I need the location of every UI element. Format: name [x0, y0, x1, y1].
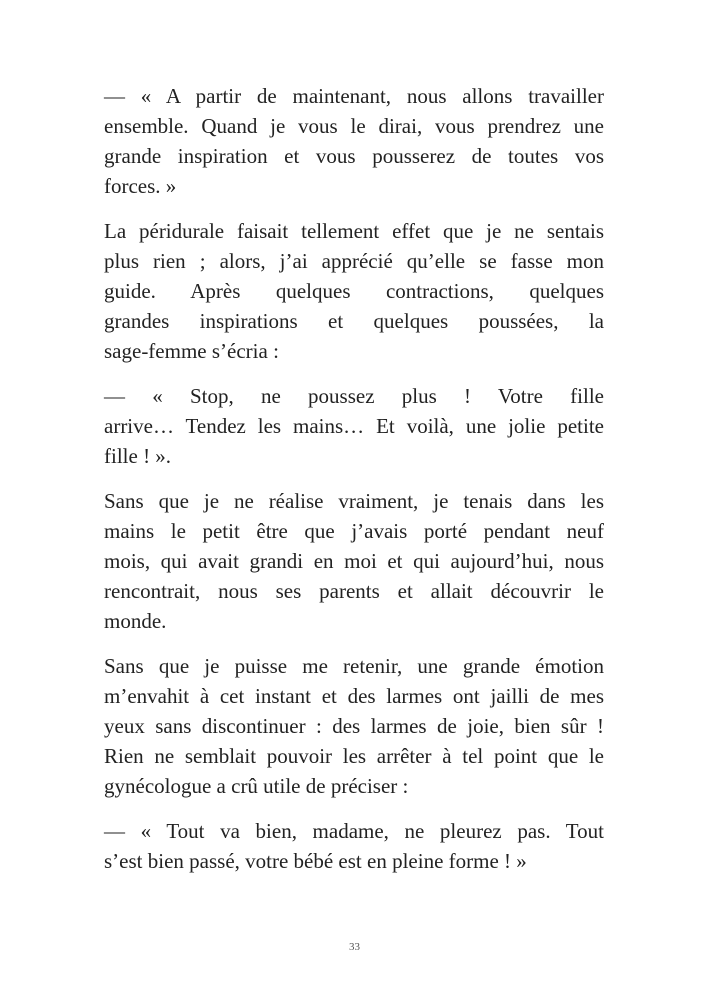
text-line: forces. »	[104, 174, 177, 198]
text-line: Sans que je puisse me retenir, une grande émotion	[104, 654, 604, 678]
text-line: arrive… Tendez les mains… Et voilà, une jolie petite	[104, 414, 604, 438]
text-line: grandes inspirations et quelques poussées, la	[104, 309, 604, 333]
text-line: gynécologue a crû utile de préciser :	[104, 774, 409, 798]
text-line: mains le petit être que j’avais porté pendant neuf	[104, 519, 604, 543]
text-line: — « Stop, ne poussez plus ! Votre fille	[104, 384, 604, 408]
page-body	[104, 81, 604, 891]
text-line: plus rien ; alors, j’ai apprécié qu’elle se fasse mon	[104, 249, 604, 273]
text-line: — « A partir de maintenant, nous allons travailler	[104, 84, 604, 108]
paragraph-3	[104, 381, 604, 471]
text-line: Sans que je ne réalise vraiment, je tenais dans les	[104, 489, 604, 513]
text-line: s’est bien passé, votre bébé est en pleine forme ! »	[104, 849, 527, 873]
paragraph-2	[104, 216, 604, 366]
text-line: fille ! ».	[104, 444, 172, 468]
text-line: rencontrait, nous ses parents et allait découvrir le	[104, 579, 604, 603]
text-line: grande inspiration et vous pousserez de toutes vos	[104, 144, 604, 168]
paragraph-6	[104, 816, 604, 876]
paragraph-5	[104, 651, 604, 801]
text-line: ensemble. Quand je vous le dirai, vous prendrez une	[104, 114, 604, 138]
text-line: La péridurale faisait tellement effet que je ne sentais	[104, 219, 604, 243]
text-line: mois, qui avait grandi en moi et qui aujourd’hui, nous	[104, 549, 604, 573]
text-line: — « Tout va bien, madame, ne pleurez pas. Tout	[104, 819, 604, 843]
text-line: Rien ne semblait pouvoir les arrêter à tel point que le	[104, 744, 604, 768]
text-line: guide. Après quelques contractions, quelques	[104, 279, 604, 303]
text-line: m’envahit à cet instant et des larmes ont jailli de mes	[104, 684, 604, 708]
paragraph-1	[104, 81, 604, 201]
paragraph-4	[104, 486, 604, 636]
text-line: monde.	[104, 609, 167, 633]
text-line: sage-femme s’écria :	[104, 339, 279, 363]
text-line: yeux sans discontinuer : des larmes de joie, bien sûr !	[104, 714, 604, 738]
page-number: 33	[349, 941, 360, 953]
